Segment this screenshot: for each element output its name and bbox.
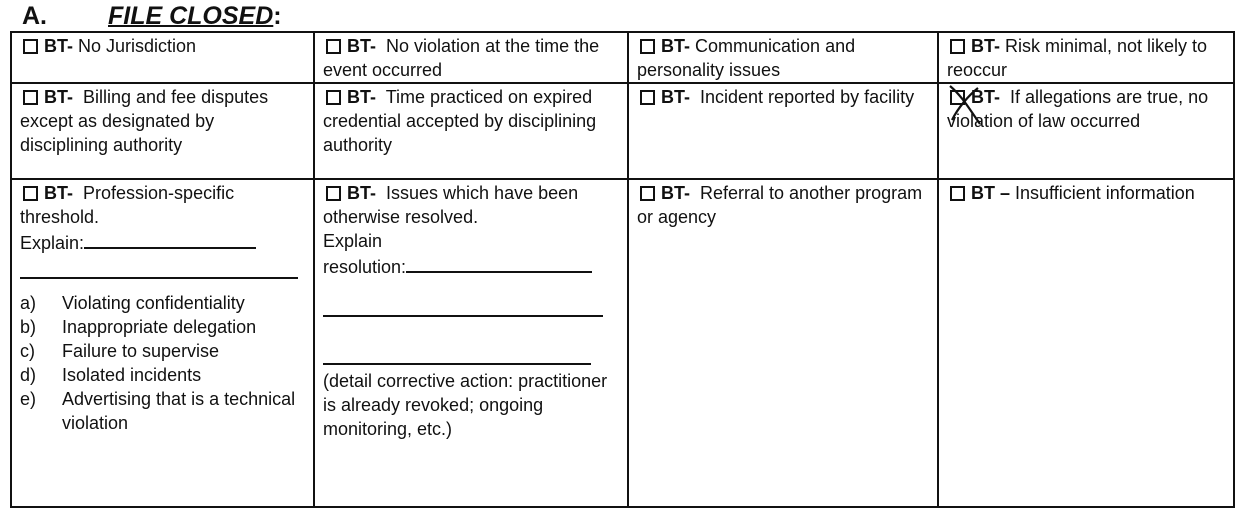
bt-label: BT –	[971, 183, 1011, 203]
bt-label: BT-	[44, 87, 73, 107]
explain-label: Explain:	[20, 233, 85, 253]
bt-label: BT-	[347, 87, 376, 107]
option-cell-insufficient	[938, 179, 1234, 507]
option-label: Profession-specific threshold.	[20, 183, 235, 227]
bt-label: BT-	[44, 36, 73, 56]
list-item: b) Inappropriate delegation	[20, 317, 257, 337]
resolution-field[interactable]	[406, 253, 592, 273]
checkbox-billing[interactable]	[23, 90, 38, 105]
checkbox-no-violation[interactable]	[326, 39, 341, 54]
option-label: Insufficient information	[1015, 183, 1195, 203]
option-label: Referral to another program or agency	[637, 183, 923, 227]
option-cell-no-violation	[314, 32, 628, 83]
list-item: c) Failure to supervise	[20, 341, 220, 361]
option-label: Communication and personality issues	[637, 36, 856, 80]
option-cell-expired-credential	[314, 83, 628, 179]
option-label: No Jurisdiction	[78, 36, 197, 56]
bt-label: BT-	[971, 87, 1000, 107]
option-cell-no-jurisdiction	[11, 32, 314, 83]
section-heading	[22, 2, 282, 32]
resolution-field-line-2[interactable]	[323, 313, 603, 317]
handwritten-x-icon	[948, 83, 982, 126]
checkbox-no-jurisdiction[interactable]	[23, 39, 38, 54]
list-item: a) Violating confidentiality	[20, 293, 245, 313]
option-cell-referral	[628, 179, 938, 507]
resolution-label: resolution:	[323, 257, 407, 277]
list-item: d) Isolated incidents	[20, 365, 202, 385]
bt-label: BT-	[347, 183, 376, 203]
explain-label: Explain	[323, 231, 383, 251]
bt-label: BT-	[661, 183, 690, 203]
option-cell-otherwise-resolved	[314, 179, 628, 507]
option-cell-profession-specific	[11, 179, 314, 507]
section-colon: :	[273, 2, 282, 30]
bt-label: BT-	[661, 87, 690, 107]
checkbox-expired-credential[interactable]	[326, 90, 341, 105]
section-title: FILE CLOSED	[108, 2, 274, 30]
option-label: No violation at the time the event occurred	[323, 36, 600, 80]
table-row	[11, 83, 1234, 179]
explain-field-line-2[interactable]	[20, 275, 298, 279]
option-cell-no-law-violation	[938, 83, 1234, 179]
checkbox-insufficient[interactable]	[950, 186, 965, 201]
closure-reasons-table	[10, 31, 1235, 508]
option-cell-facility-report	[628, 83, 938, 179]
table-row	[11, 32, 1234, 83]
option-label: If allegations are true, no violation of law occurred	[947, 87, 1209, 131]
option-cell-risk-minimal	[938, 32, 1234, 83]
corrective-action-note: (detail corrective action: practitioner is already revoked; ongoing monitoring, etc.)	[323, 371, 608, 439]
option-label: Incident reported by facility	[700, 87, 915, 107]
explain-field[interactable]	[84, 229, 256, 249]
threshold-list	[20, 291, 305, 435]
option-label: Risk minimal, not likely to reoccur	[947, 36, 1208, 80]
option-label: Issues which have been otherwise resolved.	[323, 183, 579, 227]
list-item: e) Advertising that is a technical violation	[20, 389, 296, 433]
bt-label: BT-	[661, 36, 690, 56]
bt-label: BT-	[347, 36, 376, 56]
option-cell-communication	[628, 32, 938, 83]
section-letter: A.	[22, 2, 47, 30]
checkbox-facility-report[interactable]	[640, 90, 655, 105]
resolution-field-line-3[interactable]	[323, 361, 591, 365]
option-label: Billing and fee disputes except as designated by disciplining authority	[20, 87, 269, 155]
bt-label: BT-	[971, 36, 1000, 56]
checkbox-otherwise-resolved[interactable]	[326, 186, 341, 201]
option-label: Time practiced on expired credential accepted by disciplining authority	[323, 87, 597, 155]
checkbox-communication[interactable]	[640, 39, 655, 54]
table-row	[11, 179, 1234, 507]
bt-label: BT-	[44, 183, 73, 203]
option-cell-billing	[11, 83, 314, 179]
checkbox-no-law-violation-checked[interactable]	[950, 90, 965, 105]
checkbox-profession-specific[interactable]	[23, 186, 38, 201]
checkbox-risk-minimal[interactable]	[950, 39, 965, 54]
checkbox-referral[interactable]	[640, 186, 655, 201]
